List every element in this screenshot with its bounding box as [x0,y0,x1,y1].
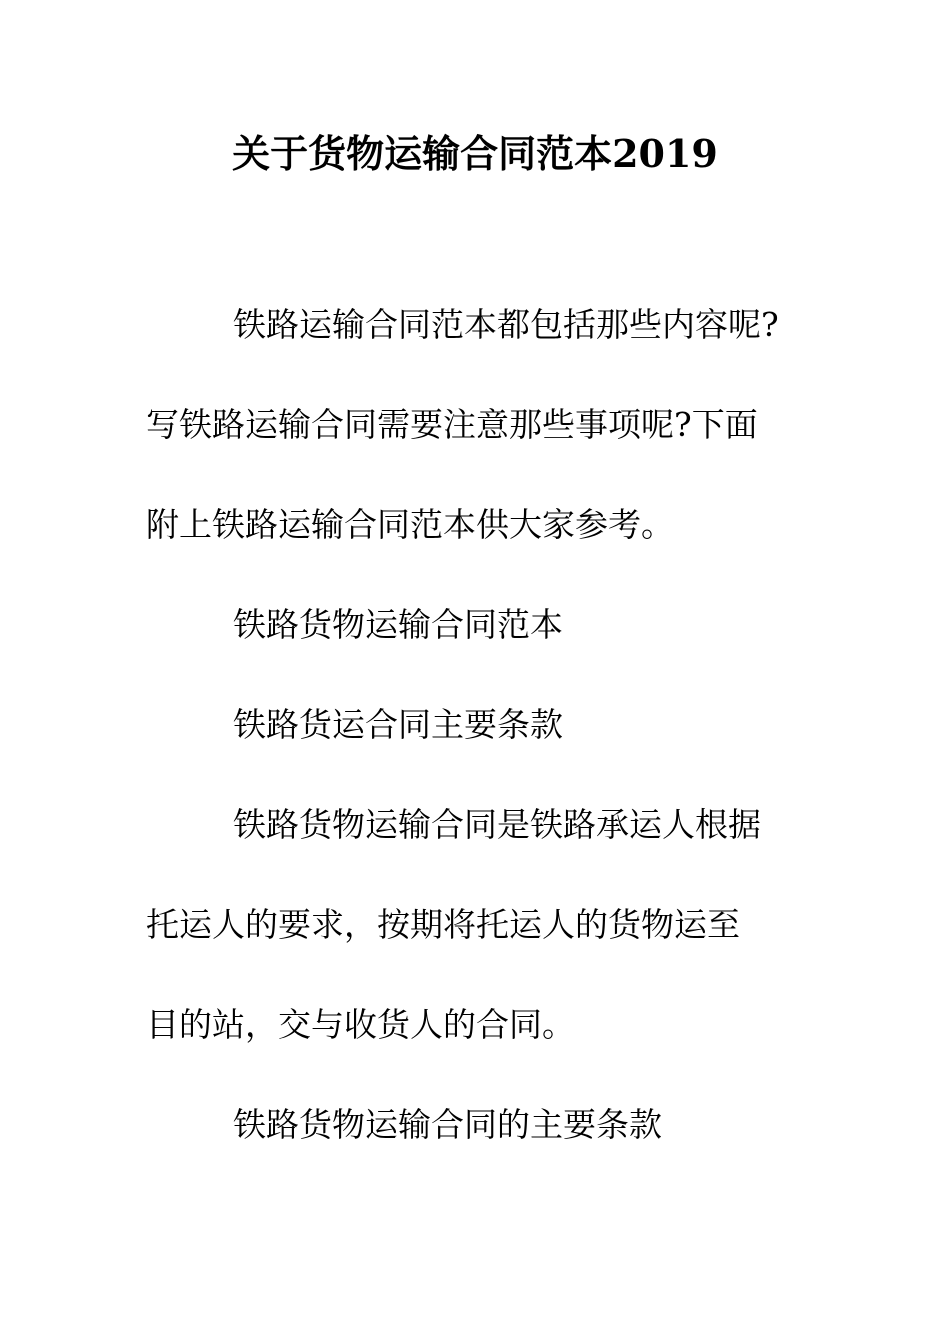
paragraph-2-line-1: 铁路货物运输合同是铁路承运人根据 [233,805,761,844]
document-title: 关于货物运输合同范本2019 [232,131,718,176]
section-heading-contract-sample: 铁路货物运输合同范本 [233,605,563,644]
section-heading-contract-terms: 铁路货物运输合同的主要条款 [233,1105,662,1144]
section-heading-main-terms: 铁路货运合同主要条款 [233,705,563,744]
paragraph-2-line-3: 目的站，交与收货人的合同。 [146,1005,575,1044]
paragraph-1-line-3: 附上铁路运输合同范本供大家参考。 [146,505,674,544]
paragraph-2-line-2: 托运人的要求，按期将托运人的货物运至 [146,905,740,944]
paragraph-1-line-2: 写铁路运输合同需要注意那些事项呢?下面 [146,405,758,444]
paragraph-1-line-1: 铁路运输合同范本都包括那些内容呢? [233,305,779,344]
